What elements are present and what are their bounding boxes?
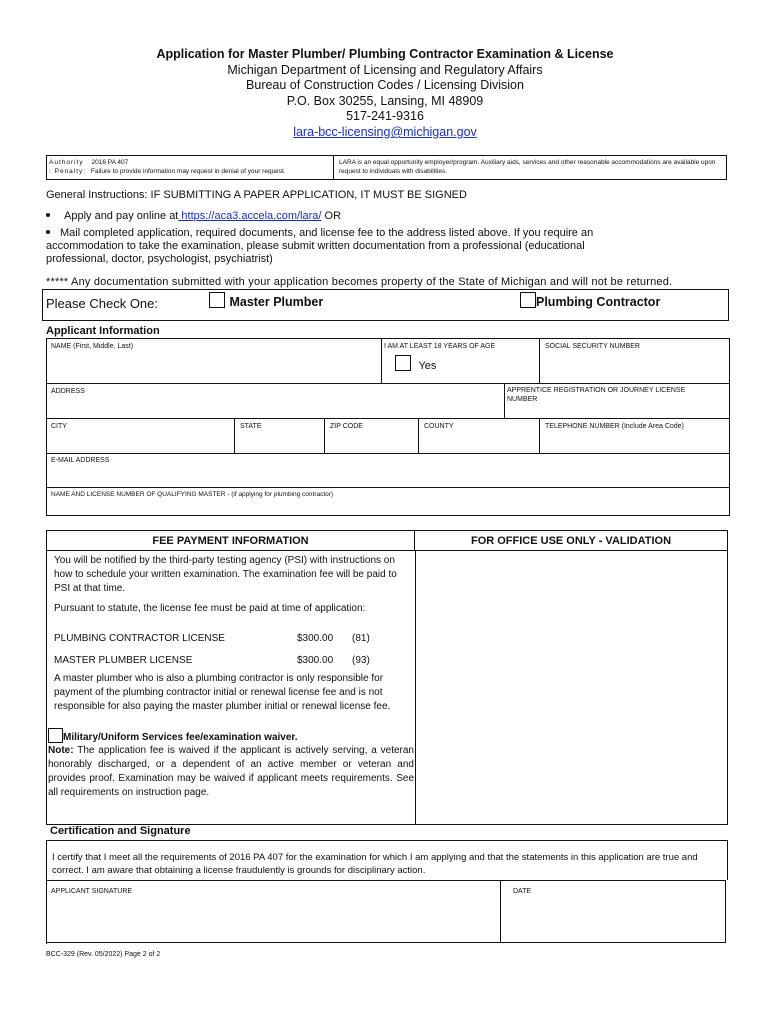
- age-yes-checkbox[interactable]: [395, 355, 411, 371]
- fee-title: FEE PAYMENT INFORMATION: [47, 531, 415, 551]
- plumbing-contractor-fee-code: (81): [352, 633, 370, 644]
- age-field: I AM AT LEAST 18 YEARS OF AGE Yes: [382, 339, 540, 384]
- mailing-address: P.O. Box 30255, Lansing, MI 48909: [286, 94, 484, 108]
- email-field[interactable]: E-MAIL ADDRESS: [47, 454, 730, 488]
- military-waiver-note: Note: The application fee is waived if the applicant is actively serving, a veteran honorably discharged, or a dependent of an active member or veteran and provides proof. Examination may be waived if applicant meets requirements. See all requirements on instruction page.: [48, 745, 414, 798]
- lara-notice: LARA is an equal opportunity employer/program. Auxiliary aids, services and other reasonable accommodations are available upon request to individuals with disabilities.: [339, 159, 716, 175]
- name-field[interactable]: NAME (First, Middle, Last): [47, 339, 382, 384]
- state-field[interactable]: STATE: [235, 419, 325, 454]
- plumbing-contractor-option[interactable]: Plumbing Contractor: [520, 292, 660, 311]
- bureau-name: Bureau of Construction Codes / Licensing Division: [246, 78, 524, 92]
- master-plumber-checkbox[interactable]: [209, 292, 225, 308]
- qualifying-master-field[interactable]: NAME AND LICENSE NUMBER OF QUALIFYING MASTER - (if applying for plumbing contractor): [47, 488, 730, 516]
- certification-text: I certify that I meet all the requirements of 2016 PA 407 for the examination for which I am applying and that the statements in this application are true and correct. I am aware that obtaining a license fraudulently is grounds for disciplinary action.: [52, 852, 698, 876]
- apprentice-license-field[interactable]: APPRENTICE REGISTRATION OR JOURNEY LICENSE NUMBER: [505, 384, 730, 419]
- bullet-mail: Mail completed application, required documents, and license fee to the address listed above. If you require an accommodation to take the examination, please submit written documentation from a professional (educational professional, doctor, psychologist, psychiatrist): [46, 227, 594, 265]
- master-plumber-option[interactable]: Master Plumber: [209, 292, 323, 311]
- ssn-field[interactable]: SOCIAL SECURITY NUMBER: [540, 339, 730, 384]
- applicant-grid: [46, 338, 730, 516]
- master-plumber-fee-code: (93): [352, 655, 370, 666]
- office-validation-area: [416, 551, 727, 824]
- signature-grid: [46, 880, 726, 944]
- city-field[interactable]: CITY: [47, 419, 235, 454]
- age-yes-label: Yes: [418, 360, 437, 372]
- applicant-signature-field[interactable]: APPLICANT SIGNATURE: [47, 881, 501, 943]
- documentation-notice: ***** Any documentation submitted with your application becomes property of the State of Michigan and will not be returned.: [46, 276, 673, 288]
- military-waiver-checkbox[interactable]: [48, 728, 63, 743]
- fee-para-statute: Pursuant to statute, the license fee must be paid at time of application:: [54, 603, 366, 614]
- certification-box: [46, 840, 728, 880]
- certification-title: Certification and Signature: [50, 825, 191, 837]
- penalty-label: : Penalty:: [49, 168, 87, 175]
- penalty-value: Failure to provide information may request in denial of your request.: [90, 168, 286, 175]
- bullet-apply-online: Apply and pay online at https://aca3.accela.com/lara/ OR: [46, 210, 341, 223]
- authority-label: Authority: [49, 159, 84, 166]
- date-field[interactable]: DATE: [501, 881, 726, 943]
- fee-para-psi: You will be notified by the third-party testing agency (PSI) with instructions on how to schedule your written examination. The examination fee will be paid to PSI at that time.: [54, 555, 397, 594]
- email-link[interactable]: lara-bcc-licensing@michigan.gov: [293, 125, 477, 139]
- address-field[interactable]: ADDRESS: [47, 384, 505, 419]
- fee-para-master-contractor: A master plumber who is also a plumbing contractor is only responsible for payment of the plumbing contractor initial or renewal license fee and is not responsible for also paying the master plumber initial or renewal license fee.: [54, 673, 391, 712]
- form-id-footer: BCC-329 (Rev. 05/2022) Page 2 of 2: [46, 951, 161, 958]
- applicant-section-title: Applicant Information: [46, 325, 160, 337]
- check-one-box: [42, 289, 729, 321]
- master-plumber-fee-label: MASTER PLUMBER LICENSE: [54, 655, 193, 666]
- military-waiver-option[interactable]: Military/Uniform Services fee/examination waiver.: [48, 727, 298, 745]
- plumbing-contractor-checkbox[interactable]: [520, 292, 536, 308]
- fee-section: [46, 530, 728, 825]
- telephone-field[interactable]: TELEPHONE NUMBER (Include Area Code): [540, 419, 730, 454]
- check-one-label: Please Check One:: [46, 296, 159, 311]
- plumbing-contractor-fee-amount: $300.00: [297, 633, 334, 644]
- general-instructions: General Instructions: IF SUBMITTING A PAPER APPLICATION, IT MUST BE SIGNED: [46, 189, 467, 201]
- master-plumber-fee-amount: $300.00: [297, 655, 334, 666]
- plumbing-contractor-fee-label: PLUMBING CONTRACTOR LICENSE: [54, 633, 225, 644]
- accela-link[interactable]: https://aca3.accela.com/lara/: [178, 210, 322, 222]
- county-field[interactable]: COUNTY: [419, 419, 540, 454]
- authority-value: 2016 PA 407: [91, 159, 129, 166]
- authority-box: [46, 155, 727, 180]
- phone-number: 517-241-9316: [346, 109, 424, 123]
- department-name: Michigan Department of Licensing and Regulatory Affairs: [227, 63, 543, 77]
- office-use-title: FOR OFFICE USE ONLY - VALIDATION: [415, 531, 727, 551]
- zip-field[interactable]: ZIP CODE: [325, 419, 419, 454]
- form-title: Application for Master Plumber/ Plumbing Contractor Examination & License: [156, 47, 614, 61]
